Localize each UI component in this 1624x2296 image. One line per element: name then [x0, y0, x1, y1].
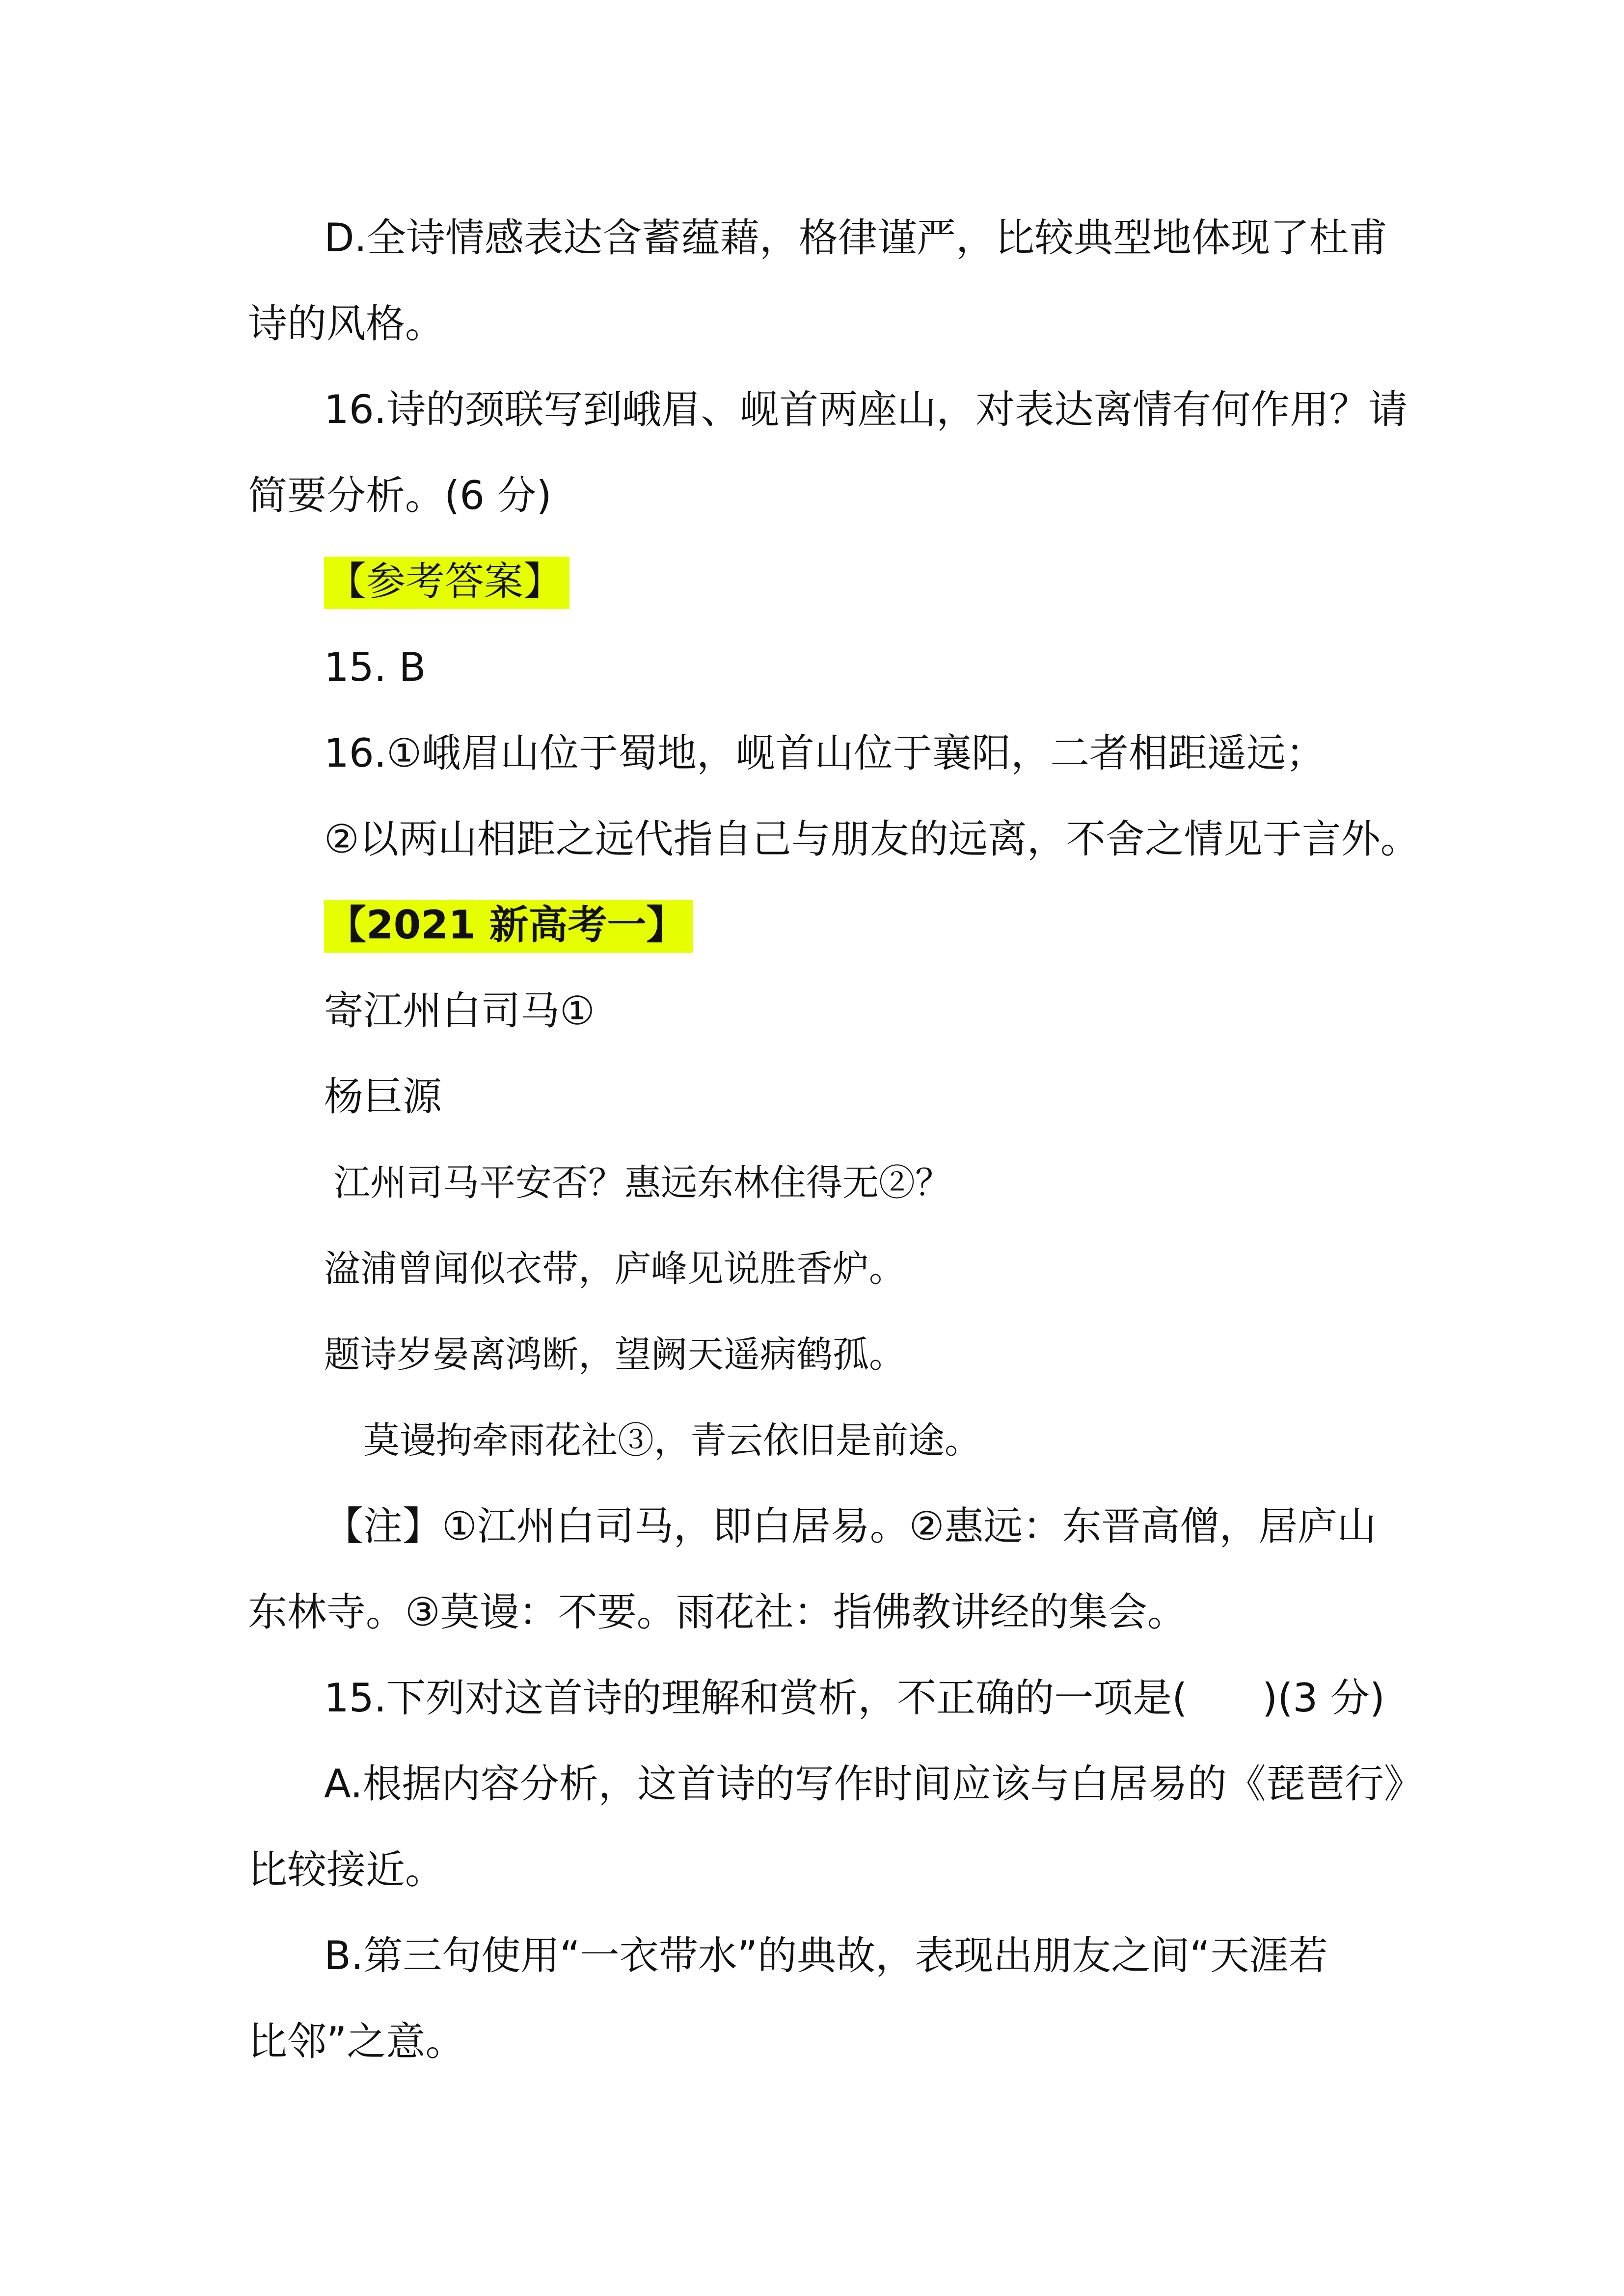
option-a-text-cont: 比较接近。 — [248, 1847, 444, 1893]
poem-line-2: 湓浦曾闻似衣带，庐峰见说胜香炉。 — [324, 1248, 905, 1290]
exam-section-heading — [324, 901, 693, 950]
poem-title: 寄江州白司马① — [324, 988, 595, 1034]
question-15: 15.下列对这首诗的理解和赏析，不正确的一项是( )(3 分) — [324, 1675, 1385, 1721]
poem-line-3: 题诗岁晏离鸿断，望阙天遥病鹤孤。 — [324, 1334, 905, 1376]
option-b-text: B.第三句使用“一衣带水”的典故，表现出朋友之间“天涯若 — [324, 1933, 1328, 1978]
poem-line-4: 莫谩拘牵雨花社③，青云依旧是前途。 — [363, 1419, 981, 1462]
reference-answer-label: 【参考答案】 — [324, 557, 569, 609]
option-d-text: D.全诗情感表达含蓄蕴藉，格律谨严，比较典型地体现了杜甫 — [324, 215, 1388, 261]
poem-notes-cont: 东林寺。③莫谩：不要。雨花社：指佛教讲经的集会。 — [248, 1589, 1187, 1635]
option-d-text-cont: 诗的风格。 — [248, 301, 444, 347]
answer-15: 15. B — [324, 644, 426, 690]
option-b-text-cont: 比邻”之意。 — [248, 2019, 465, 2064]
option-a-text: A.根据内容分析，这首诗的写作时间应该与白居易的《琵琶行》 — [324, 1761, 1423, 1807]
poem-notes: 【注】①江州白司马，即白居易。②惠远：东晋高僧，居庐山 — [324, 1503, 1377, 1549]
answer-16-point-1: 16.①峨眉山位于蜀地，岘首山位于襄阳，二者相距遥远； — [324, 730, 1325, 776]
reference-answer-heading — [324, 557, 569, 606]
poem-author: 杨巨源 — [324, 1074, 442, 1120]
question-16-cont: 简要分析。(6 分) — [248, 473, 552, 518]
exam-section-label: 【2021 新高考一】 — [324, 900, 693, 953]
answer-16-point-2: ②以两山相距之远代指自己与朋友的远离，不舍之情见于言外。 — [324, 816, 1420, 862]
question-16: 16.诗的颈联写到峨眉、岘首两座山，对表达离情有何作用？请 — [324, 387, 1408, 432]
poem-line-1: 江州司马平安否？惠远东林住得无②？ — [334, 1162, 951, 1204]
